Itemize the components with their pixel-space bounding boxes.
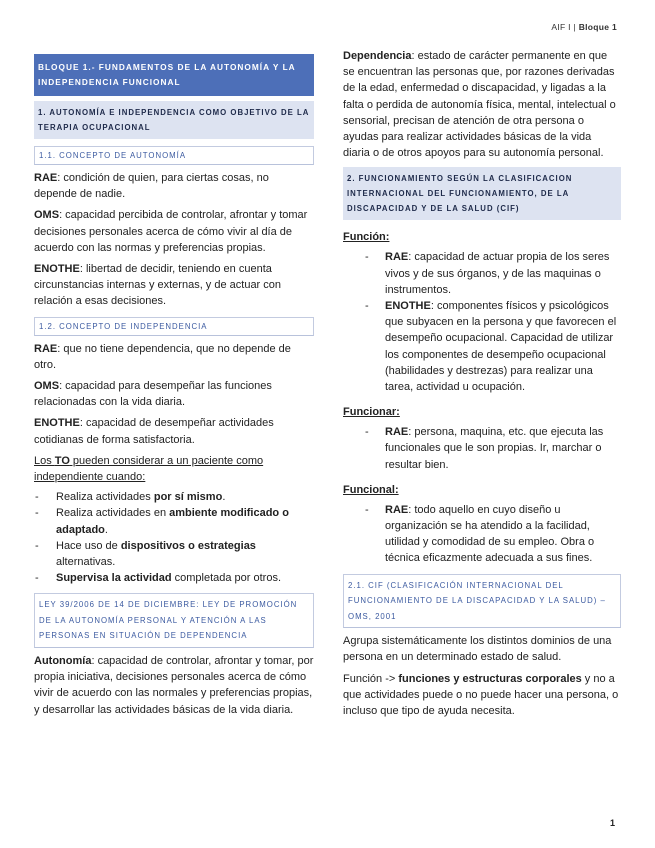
autonomia-enothe: ENOTHE: libertad de decidir, teniendo en cuenta circunstancias internas y externas, y de actuar con relación a esas decisiones. xyxy=(34,263,282,308)
subsection-1-1-title: 1.1. CONCEPTO DE AUTONOMÍA xyxy=(34,146,314,165)
right-column xyxy=(343,46,621,719)
section-1-title: 1. AUTONOMÍA E INDEPENDENCIA COMO OBJETIVO DE LA TERAPIA OCUPACIONAL xyxy=(34,101,314,139)
independencia-rae: RAE: que no tiene dependencia, que no depende de otro. xyxy=(34,342,291,371)
autonomia-oms: OMS: capacidad percibida de controlar, afrontar y tomar decisiones personales acerca de cómo vivir al día de acuerdo con las normas y preferencias propias. xyxy=(34,209,308,254)
funcional-term: Funcional: xyxy=(343,483,399,496)
independencia-oms: OMS: capacidad para desempeñar las funciones relacionadas con la vida diaria. xyxy=(34,380,272,409)
autonomia-rae: RAE: condición de quien, para ciertas cosas, no depende de nadie. xyxy=(34,172,269,201)
list-item: - RAE: todo aquello en cuyo diseño u organización se ha atendido a la facilidad, utilidad y comodidad de su empleo. Obra o técnica eficazmente adecuada a sus fines. xyxy=(343,502,621,567)
left-column xyxy=(34,46,314,718)
subsection-2-1-title: 2.1. CIF (CLASIFICACIÓN INTERNACIONAL DEL FUNCIONAMIENTO DE LA DISCAPACIDAD Y LA SALUD) – OMS, 2001 xyxy=(343,574,621,629)
section-2-title: 2. FUNCIONAMIENTO SEGÚN LA CLASIFICACION INTERNACIONAL DEL FUNCIONAMIENTO, DE LA DISCAPACIDAD Y DE LA SALUD (CIF) xyxy=(343,167,621,220)
list-item: - Supervisa la actividad completada por otros. xyxy=(34,570,314,586)
header-separator: | xyxy=(573,22,577,32)
to-criteria-list xyxy=(34,489,314,586)
page-number: 1 xyxy=(609,818,615,828)
cif-paragraph-2: Función -> funciones y estructuras corporales y no a que actividades puede o no puede hacer una persona, o incluso que tipo de ayuda necesita. xyxy=(343,672,619,717)
list-item: - RAE: capacidad de actuar propia de los seres vivos y de sus órganos, y de las maquinas o instrumentos. xyxy=(343,249,621,298)
funcionar-term: Funcionar: xyxy=(343,406,400,419)
funcionar-list xyxy=(343,424,621,473)
dependencia-definition: Dependencia: estado de carácter permanente en que se encuentran las personas que, por razones derivadas de la edad, enfermedad o discapacidad, y ligadas a la falta o perdida de autonomía física, mental, intelectual o sensorial, precisan de atención de otra persona o ayudas para realizar actividades básicas de la vida diaria o de otros apoyos para su autonomía personal. xyxy=(343,50,616,160)
page-header xyxy=(551,22,617,32)
subsection-1-2-title: 1.2. CONCEPTO DE INDEPENDENCIA xyxy=(34,317,314,336)
header-code: AIF I xyxy=(551,22,571,32)
ley-title: LEY 39/2006 DE 14 DE DICIEMBRE: LEY DE PROMOCIÓN DE LA AUTONOMÍA PERSONAL Y ATENCIÓN A LAS PERSONAS EN SITUACIÓN DE DEPENDENCIA xyxy=(34,593,314,648)
bloque-title: BLOQUE 1.- FUNDAMENTOS DE LA AUTONOMÍA Y LA INDEPENDENCIA FUNCIONAL xyxy=(34,54,314,96)
list-item: - Hace uso de dispositivos o estrategias alternativas. xyxy=(34,538,314,570)
list-item: - Realiza actividades en ambiente modificado o adaptado. xyxy=(34,505,314,537)
funcion-term: Función: xyxy=(343,231,390,244)
list-item: - ENOTHE: componentes físicos y psicológicos que subyacen en la persona y que favorecen el desempeño ocupacional. Capacidad de utilizar los componentes de desempeño ocupacional (habilidades y destrezas) para realizar una tarea, actividad u ocupación. xyxy=(343,298,621,395)
to-intro: Los TO pueden considerar a un paciente como independiente cuando: xyxy=(34,454,264,484)
funcion-list xyxy=(343,249,621,395)
cif-paragraph-1: Agrupa sistemáticamente los distintos dominios de una persona en un determinado estado de salud. xyxy=(343,635,612,664)
list-item: - RAE: persona, maquina, etc. que ejecuta las funcionales que le son propias. Ir, marchar o resultar bien. xyxy=(343,424,621,473)
funcional-list xyxy=(343,502,621,567)
independencia-enothe: ENOTHE: capacidad de desempeñar actividades cotidianas de forma satisfactoria. xyxy=(34,417,274,446)
ley-autonomia: Autonomía: capacidad de controlar, afrontar y tomar, por propia iniciativa, decisiones personales acerca de cómo vivir de acuerdo con las normales y preferencias propias, y desarrollar las actividades básicas de la vida diaria. xyxy=(34,654,314,716)
header-bloque: Bloque 1 xyxy=(578,22,617,32)
list-item: - Realiza actividades por sí mismo. xyxy=(34,489,314,505)
